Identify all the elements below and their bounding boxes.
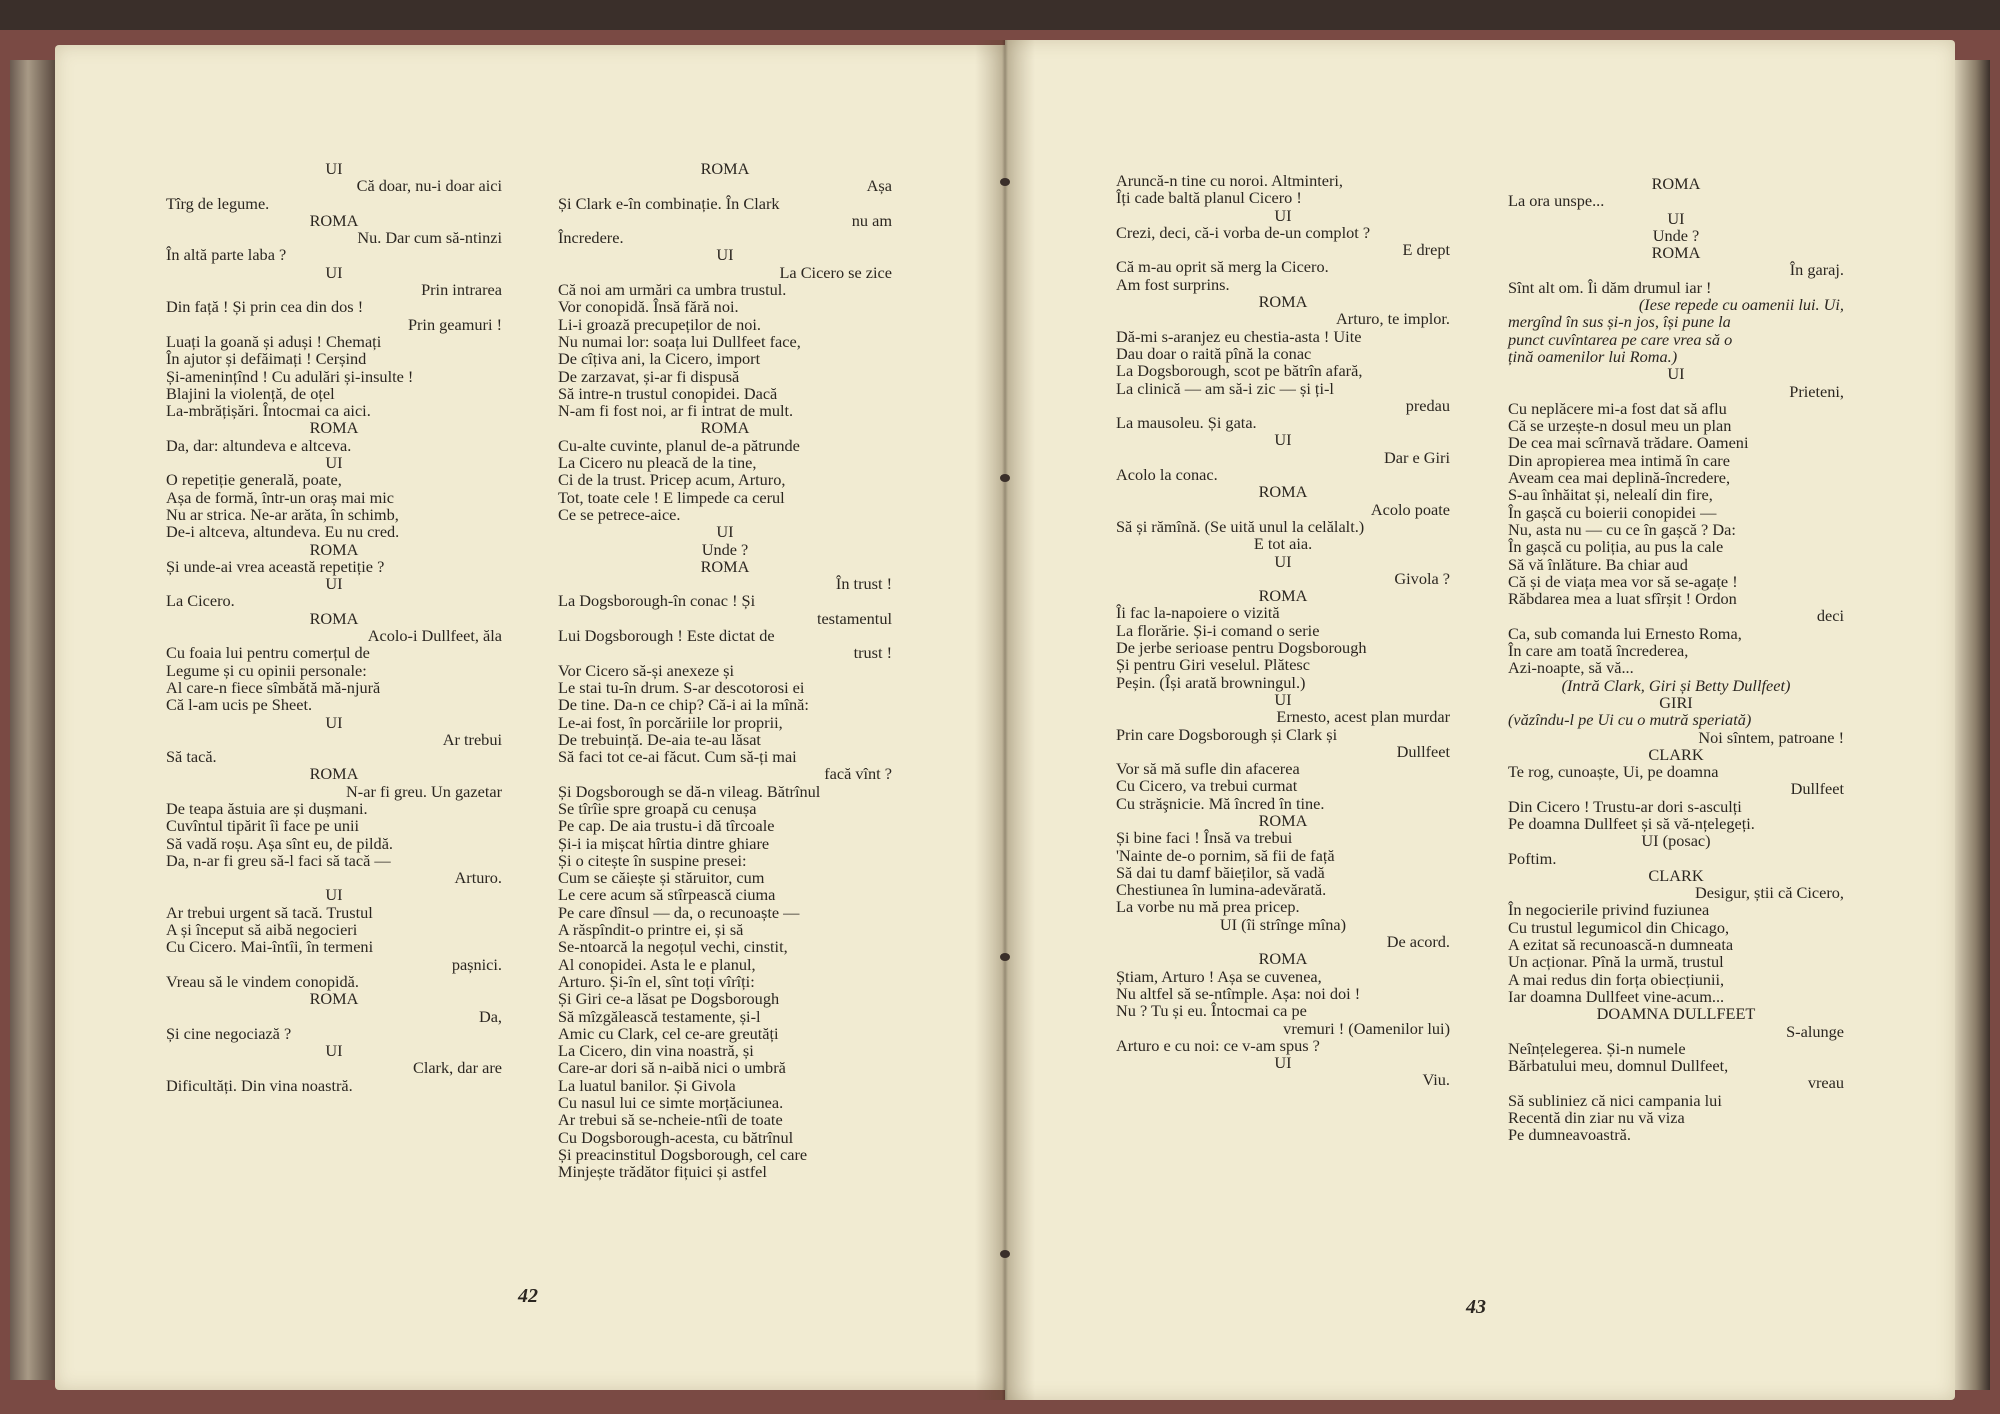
dialogue-line: O repetiție generală, poate, [166,470,342,490]
dialogue-line: La Cicero se zice [779,262,892,282]
dialogue-line: Cu nasul lui ce simte morțăciunea. [558,1093,784,1113]
dialogue-line: Azi-noapte, să vă... [1508,658,1634,678]
page-edge-right [1955,60,1990,1390]
dialogue-line: Givola ? [1394,568,1450,588]
dialogue-line: Le stai tu-în drum. S-ar descotorosi ei [558,677,805,697]
dialogue-line: Recentă din ziar nu vă viza [1508,1108,1685,1128]
dialogue-line: Ar trebui [442,729,502,749]
dialogue-line: N-am fi fost noi, ar fi intrat de mult. [558,401,794,421]
speaker-name: ROMA [700,418,750,438]
dialogue-line: În altă parte laba ? [166,245,287,265]
dialogue-line: Dullfeet [1790,779,1844,799]
dialogue-line: Pe doamna Dullfeet și să vă-nțelegeți. [1508,813,1755,833]
speaker-name: UI [325,159,343,178]
dialogue-line: Cu Cicero. Mai-întîi, în termeni [166,937,374,957]
dialogue-line: Noi sîntem, patroane ! [1698,727,1844,747]
speaker-name: ROMA [309,418,359,438]
dialogue-line: Că și de viața mea vor să se-agațe ! [1508,571,1738,591]
dialogue-line: Arturo. Și-în el, sînt toți vîrîți: [558,971,755,991]
dialogue-line: Un acționar. Pînă la urmă, trustul [1508,952,1724,972]
dialogue-line: Nu altfel să se-ntîmple. Așa: noi doi ! [1116,983,1361,1003]
dialogue-line: La Dogsborough-în conac ! Și [558,591,756,611]
dialogue-line: Aveam cea mai deplină-încredere, [1508,468,1731,488]
dialogue-line: Chestiunea în lumina-adevărată. [1116,880,1327,900]
dialogue-line: Prin intrarea [421,280,502,300]
dialogue-line: Că m-au oprit să merg la Cicero. [1116,257,1329,277]
dialogue-line: Tîrg de legume. [166,193,270,213]
dialogue-line: Cum se căiește și stăruitor, cum [558,868,765,888]
speaker-name: ROMA [1258,586,1308,606]
page-number-left: 42 [518,1285,538,1307]
page-number-right: 43 [1466,1296,1486,1318]
dialogue-line: Dullfeet [1396,741,1450,761]
dialogue-line: De cea mai scîrnavă trădare. Oameni [1508,433,1749,453]
binding-stitch [1000,1250,1010,1258]
dialogue-line: De cîțiva ani, la Cicero, import [558,349,761,369]
dialogue-line: La florărie. Și-i comand o serie [1116,620,1320,640]
dialogue-line: Arturo e cu noi: ce v-am spus ? [1116,1035,1320,1055]
dialogue-line: Pe cap. De aia trustu-i dă tîrcoale [558,816,775,836]
dialogue-line: Am fost surprins. [1116,274,1230,294]
dialogue-line: Da, n-ar fi greu să-l faci să tacă — [166,850,391,870]
right-page-column-2 [1508,175,1844,1144]
dialogue-line: Și bine faci ! Însă va trebui [1116,828,1293,848]
speaker-name: UI [325,574,343,594]
speaker-name: ROMA [309,539,359,559]
dialogue-line: Nu ar strica. Ne-ar arăta, în schimb, [166,504,399,524]
dialogue-line: Acolo la conac. [1116,465,1218,485]
dialogue-line: Ca, sub comanda lui Ernesto Roma, [1508,623,1742,643]
speaker-name: ROMA [1258,482,1308,502]
dialogue-line: Vor Cicero să-și anexeze și [558,660,735,680]
dialogue-line: Să intre-n trustul conopidei. Dacă [558,383,778,403]
dialogue-line: Ce se petrece-aice. [558,504,681,524]
dialogue-line: E drept [1402,240,1450,260]
speaker-name: ROMA [1258,949,1308,969]
dialogue-line: Dificultăți. Din vina noastră. [166,1075,353,1095]
dialogue-line: Ar trebui să se-ncheie-ntîi de toate [558,1110,783,1130]
speaker-name: ROMA [309,608,359,628]
dialogue-line: În trust ! [835,574,892,594]
dialogue-line: Ci de la trust. Pricep acum, Arturo, [558,470,786,490]
dialogue-line: Prin geamuri ! [407,314,502,334]
dialogue-line: Le cere acum să stîrpească ciuma [558,885,776,905]
dialogue-line: Prieteni, [1789,381,1844,401]
dialogue-line: Să tacă. [166,747,217,767]
dialogue-line: Să dai tu damf băieților, să vadă [1116,862,1325,882]
speaker-name: ROMA [1258,810,1308,830]
dialogue-line: Cu Cicero, va trebui curmat [1116,776,1298,796]
dialogue-line: Și-i ia mișcat hîrtia dintre ghiare [558,833,770,853]
speaker-name: ROMA [309,210,359,230]
dialogue-line: Așa de formă, într-un oraș mai mic [166,487,394,507]
dialogue-line: Arturo. [454,868,502,888]
dialogue-line: La luatul banilor. Și Givola [558,1075,736,1095]
dialogue-line: Se-ntoarcă la negoțul vechi, cinstit, [558,937,788,957]
speaker-name: UI (îi strînge mîna) [1219,914,1347,934]
dialogue-line: facă vînt ? [824,764,892,784]
dialogue-line: Vor conopidă. Însă fără noi. [558,297,739,317]
dialogue-line: Și o citește în suspine presei: [558,850,747,870]
speaker-name: UI [1274,689,1292,709]
dialogue-line: Să subliniez că nici campania lui [1508,1090,1722,1110]
dialogue-line: De zarzavat, și-ar fi dispusă [558,366,740,386]
dialogue-line: În gașcă cu boierii conopidei — [1508,502,1717,522]
dialogue-line: Te rog, cunoaște, Ui, pe doamna [1508,762,1719,782]
stage-direction: punct cuvîntarea pe care vrea să o [1508,329,1733,349]
dialogue-line: Și-amenințînd ! Cu adulări și-insulte ! [166,366,414,386]
speaker-name: ROMA [1651,243,1701,263]
dialogue-line: pașnici. [451,954,502,974]
speaker-name: UI [1667,208,1685,228]
dialogue-line: Cuvîntul tipărit îi face pe unii [166,816,360,836]
speaker-name: ROMA [700,159,750,178]
dialogue-line: De tine. Da-n ce chip? Că-i ai la mînă: [558,695,809,715]
dialogue-line: Să faci tot ce-ai făcut. Cum să-ți mai [558,747,797,767]
dialogue-line: Sînt alt om. Îi dăm drumul iar ! [1508,277,1712,297]
dialogue-line: Minjește trădător fițuici și astfel [558,1162,767,1182]
speaker-name: UI [325,712,343,732]
dialogue-line: Din Cicero ! Trustu-ar dori s-asculți [1508,796,1742,816]
dialogue-line: trust ! [853,643,892,663]
speaker-name: CLARK [1648,865,1704,885]
dialogue-line: Încredere. [558,228,624,248]
speaker-name: ROMA [309,764,359,784]
dialogue-line: La Cicero, din vina noastră, și [558,1041,754,1061]
dialogue-line: Vor să mă sufle din afacerea [1116,759,1300,779]
dialogue-line: Cu foaia lui pentru comerțul de [166,643,370,663]
dialogue-line: Luați la goană și aduși ! Chemați [166,331,382,351]
dialogue-line: Aruncă-n tine cu noroi. Altminteri, [1116,171,1343,190]
dialogue-line: Blajini la violență, de oțel [166,383,335,403]
dialogue-line: Crezi, deci, că-i vorba de-un complot ? [1116,222,1371,242]
dialogue-line: Cu străşnicie. Mă încred în tine. [1116,793,1325,813]
speaker-name: UI (posac) [1641,831,1711,851]
dialogue-line: Pe dumneavoastră. [1508,1125,1631,1145]
stage-direction: (văzîndu-l pe Ui cu o mutră speriată) [1508,710,1752,730]
dialogue-line: A răspîndit-o printre ei, și să [558,920,744,940]
dialogue-line: Vreau să le vindem conopidă. [166,971,359,991]
right-page-column-1 [1116,172,1450,1089]
dialogue-line: Nu ? Tu și eu. Întocmai ca pe [1116,1001,1307,1021]
speaker-name: CLARK [1648,744,1704,764]
speaker-name: UI [1274,1053,1292,1073]
dialogue-line: La-mbrățișări. Întocmai ca aici. [166,401,371,421]
stage-direction: țină oamenilor lui Roma.) [1508,346,1678,366]
speaker-name: UI [716,522,734,542]
dialogue-line: Arturo, te implor. [1336,309,1450,329]
dialogue-line: Să mîzgălească testamente, și-l [558,1006,761,1026]
dialogue-line: A mai redus din forța obiecțiunii, [1508,969,1725,989]
speaker-name: UI [1667,364,1685,384]
dialogue-line: Că l-am ucis pe Sheet. [166,695,313,715]
dialogue-line: Că doar, nu-i doar aici [356,176,502,196]
dialogue-line: În gașcă cu poliția, au pus la cale [1508,537,1724,557]
dialogue-line: deci [1816,606,1844,626]
speaker-name: GIRI [1659,692,1693,712]
dialogue-line: În garaj. [1789,260,1844,280]
dialogue-line: Răbdarea mea a luat sfîrșit ! Ordon [1508,589,1737,609]
page-edge-left [10,60,55,1380]
speaker-name: UI [716,245,734,265]
dialogue-line: La vorbe nu mă prea pricep. [1116,897,1300,917]
dialogue-line: Desigur, știi că Cicero, [1694,883,1844,903]
book-gutter [975,40,1035,1400]
dialogue-line: Peșin. (Își arată browningul.) [1116,672,1306,692]
dialogue-line: Cu-alte cuvinte, planul de-a pătrunde [558,435,800,455]
dialogue-line: Care-ar dori să n-aibă nici o umbră [558,1058,786,1078]
dialogue-line: De jerbe serioase pentru Dogsborough [1116,638,1367,658]
dialogue-line: Legume și cu opinii personale: [166,660,367,680]
dialogue-line: Se tîrîie spre groapă cu cenușa [558,798,757,818]
dialogue-line: nu am [851,210,892,230]
dialogue-line: Ernesto, acest plan murdar [1276,707,1450,727]
dialogue-line: A ezitat să recunoască-n dumneata [1508,935,1734,955]
dialogue-line: Le-ai fost, în porcăriile lor proprii, [558,712,783,732]
dialogue-line: predau [1405,395,1450,415]
dialogue-line: De acord. [1386,932,1450,952]
dialogue-line: Îți cade baltă planul Cicero ! [1116,188,1302,208]
binding-stitch [1000,474,1010,482]
dialogue-line: Iar doamna Dullfeet vine-acum... [1508,986,1725,1006]
dialogue-line: Dau doar o raită pînă la conac [1116,343,1312,363]
stage-direction: mergînd în sus și-n jos, își pune la [1508,312,1731,332]
speaker-name: UI [325,1041,343,1061]
dialogue-line: Știam, Arturo ! Așa se cuvenea, [1116,966,1322,986]
left-page-column-1 [166,160,502,1094]
dialogue-line: La Cicero nu pleacă de la tine, [558,453,757,473]
left-page-column-2 [558,160,892,1181]
dialogue-line: Ar trebui urgent să tacă. Trustul [166,902,373,922]
dialogue-line: Să vă înlăture. Ba chiar aud [1508,554,1688,574]
dialogue-line: Pe care dînsul — da, o recunoaște — [558,902,800,922]
dialogue-line: Cu neplăcere mi-a fost dat să aflu [1508,398,1727,418]
dialogue-line: vremuri ! (Oamenilor lui) [1283,1018,1450,1038]
dialogue-line: Să vadă roșu. Așa sînt eu, de pildă. [166,833,393,853]
dialogue-line: La ora unspe... [1508,191,1605,211]
dialogue-line: Cu trustul legumicol din Chicago, [1508,917,1730,937]
dialogue-line: Li-i groază precupeților de noi. [558,314,761,334]
dialogue-line: Dar e Giri [1384,447,1450,467]
dialogue-line: Și pentru Giri veselul. Plătesc [1116,655,1310,675]
dialogue-line: Acolo-i Dullfeet, ăla [367,626,502,646]
dialogue-line: Așa [866,176,892,196]
dialogue-line: Unde ? [1652,225,1700,245]
binding-stitch [1000,953,1010,961]
speaker-name: ROMA [309,989,359,1009]
dialogue-line: Din apropierea mea intimă în care [1508,450,1730,470]
dialogue-line: Îi fac la-napoiere o vizită [1116,603,1280,623]
dialogue-line: S-au înhăitat și, nelealí din fire, [1508,485,1713,505]
dialogue-line: Că noi am urmări ca umbra trustul. [558,280,787,300]
dialogue-line: Și preacinstitul Dogsborough, cel care [558,1144,808,1164]
speaker-name: ROMA [1651,174,1701,193]
dialogue-line: Din față ! Și prin cea din dos ! [166,297,364,317]
dialogue-line: În care am toată încrederea, [1508,641,1689,661]
dialogue-line: Bărbatului meu, domnul Dullfeet, [1508,1056,1729,1076]
speaker-name: ROMA [1258,292,1308,312]
dialogue-line: Și Giri ce-a lăsat pe Dogsborough [558,989,780,1009]
dialogue-line: În negocierile privind fuziunea [1508,900,1710,920]
speaker-name: UI [325,885,343,905]
dialogue-line: La clinică — am să-i zic — și ți-l [1116,378,1334,398]
dialogue-line: Dă-mi s-aranjez eu chestia-asta ! Uite [1116,326,1362,346]
dialogue-line: Și Dogsborough se dă-n vileag. Bătrînul [558,781,821,801]
dialogue-line: Cu Dogsborough-acesta, cu bătrînul [558,1127,794,1147]
dialogue-line: Că se urzește-n dosul meu un plan [1508,416,1732,436]
dialogue-line: La Dogsborough, scot pe bătrîn afară, [1116,361,1363,381]
binding-stitch [1000,178,1010,186]
dialogue-line: Lui Dogsborough ! Este dictat de [558,626,775,646]
speaker-name: UI [1274,205,1292,225]
dialogue-line: A și început să aibă negocieri [166,920,358,940]
dialogue-line: Și cine negociază ? [166,1023,292,1043]
speaker-name: UI [1274,551,1292,571]
speaker-name: UI [325,453,343,473]
speaker-name: DOAMNA DULLFEET [1596,1004,1756,1024]
dialogue-line: În ajutor și defăimați ! Cerșind [166,349,367,369]
dialogue-line: S-alunge [1786,1021,1844,1041]
dialogue-line: Viu. [1422,1070,1450,1090]
dialogue-line: Și unde-ai vrea această repetiție ? [166,556,385,576]
dialogue-line: Al conopidei. Asta le e planul, [558,954,756,974]
dialogue-line: Acolo poate [1370,499,1450,519]
dialogue-line: Nu numai lor: soața lui Dullfeet face, [558,331,801,351]
dialogue-line: Amic cu Clark, cel ce-are greutăți [558,1023,779,1043]
speaker-name: UI [1274,430,1292,450]
dialogue-line: Nu. Dar cum să-ntinzi [357,228,502,248]
dialogue-line: De teapa ăstuia are și dușmani. [166,798,368,818]
dialogue-line: Să și rămînă. (Se uită unul la celălalt.) [1116,516,1365,536]
stage-direction: (Iese repede cu oamenii lui. Ui, [1638,295,1844,315]
dialogue-line: De-i altceva, altundeva. Eu nu cred. [166,522,400,542]
dialogue-line: N-ar fi greu. Un gazetar [346,781,502,801]
dialogue-line: Nu, asta nu — cu ce în gașcă ? Da: [1508,519,1736,539]
dialogue-line: Unde ? [701,539,749,559]
speaker-name: ROMA [700,556,750,576]
speaker-name: UI [325,262,343,282]
dialogue-line: De trebuință. De-aia te-au lăsat [558,729,761,749]
dialogue-line: Neînțelegerea. Și-n numele [1508,1038,1686,1058]
dialogue-line: testamentul [816,608,892,628]
dialogue-line: Clark, dar are [412,1058,502,1078]
dialogue-line: E tot aia. [1253,534,1313,554]
dialogue-line: Și Clark e-în combinație. În Clark [558,193,780,213]
dialogue-line: Prin care Dogsborough și Clark și [1116,724,1338,744]
dialogue-line: Al care-n fiece sîmbătă mă-njură [166,677,381,697]
dialogue-line: Tot, toate cele ! E limpede ca cerul [558,487,785,507]
dialogue-line: La mausoleu. Și gata. [1116,413,1257,433]
dialogue-line: vreau [1807,1073,1844,1093]
dialogue-line: Da, [478,1006,502,1026]
dialogue-line: Da, dar: altundeva e altceva. [166,435,352,455]
dialogue-line: 'Nainte de-o pornim, să fii de față [1116,845,1335,865]
dialogue-line: La Cicero. [166,591,235,611]
dialogue-line: Poftim. [1508,848,1557,868]
stage-direction: (Intră Clark, Giri și Betty Dullfeet) [1561,675,1791,695]
